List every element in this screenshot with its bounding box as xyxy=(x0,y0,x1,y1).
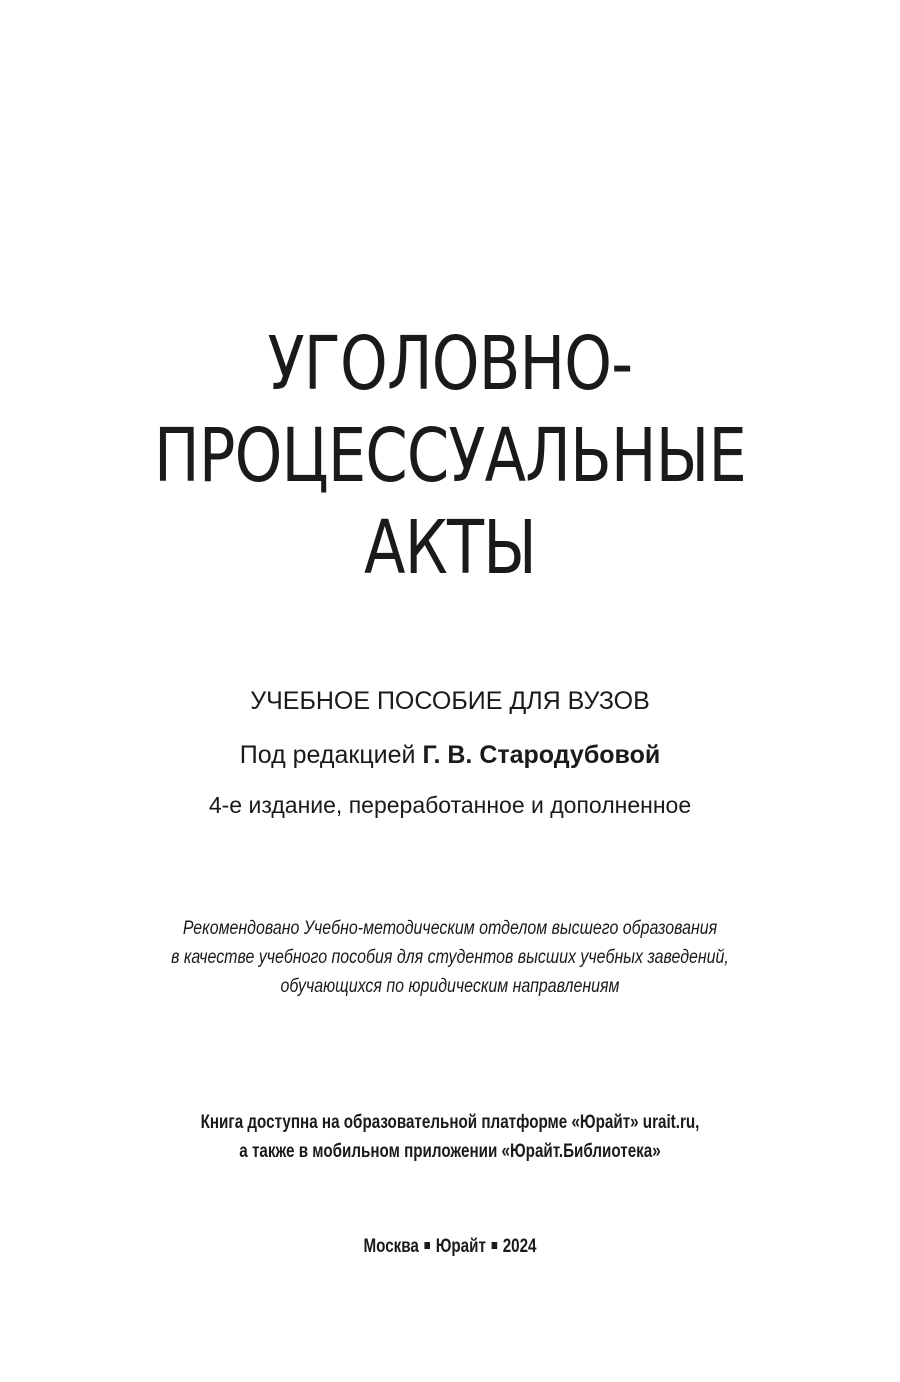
imprint-year: 2024 xyxy=(502,1236,537,1257)
edition-info: 4-е издание, переработанное и дополненное xyxy=(208,792,692,818)
editor-line xyxy=(0,740,900,770)
recommendation-line-1: Рекомендовано Учебно-методическим отделом высшего образования xyxy=(182,918,718,939)
imprint-publisher: Юрайт xyxy=(435,1236,486,1257)
recommendation-line-3: обучающихся по юридическим направлениям xyxy=(280,976,620,997)
book-type: УЧЕБНОЕ ПОСОБИЕ ДЛЯ ВУЗОВ xyxy=(250,687,650,715)
book-title-line-3: АКТЫ xyxy=(364,505,536,591)
book-title xyxy=(81,318,819,594)
book-title-line-2: ПРОЦЕССУАЛЬНЫЕ xyxy=(154,413,746,499)
imprint-city: Москва xyxy=(363,1236,419,1257)
recommendation-note xyxy=(72,914,828,1001)
platform-note xyxy=(90,1108,810,1166)
editor-name: Г. В. Стародубовой xyxy=(422,741,661,769)
book-title-line-1: УГОЛОВНО- xyxy=(267,321,633,407)
imprint xyxy=(90,1234,810,1260)
square-separator-icon xyxy=(424,1242,430,1249)
square-separator-icon xyxy=(492,1242,498,1249)
platform-note-line-2: а также в мобильном приложении «Юрайт.Библиотека» xyxy=(239,1141,661,1162)
platform-note-line-1: Книга доступна на образовательной платформе «Юрайт» urait.ru, xyxy=(200,1112,700,1133)
recommendation-line-2: в качестве учебного пособия для студентов высших учебных заведений, xyxy=(171,947,729,968)
editor-prefix: Под редакцией xyxy=(239,741,423,769)
